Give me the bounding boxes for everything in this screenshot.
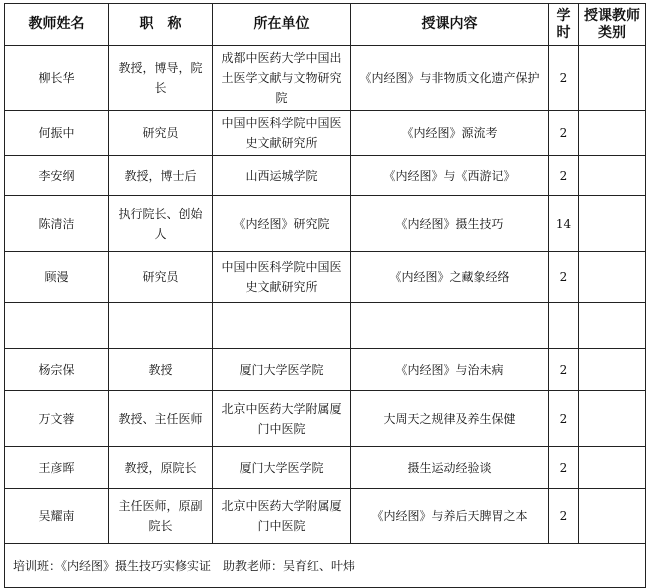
cell-content: 《内经图》之藏象经络: [351, 252, 549, 303]
cell-content: 《内经图》与养后天脾胃之本: [351, 489, 549, 544]
cell-unit: 成都中医药大学中国出土医学文献与文物研究院: [213, 46, 351, 111]
table-row: [5, 111, 646, 156]
cell-unit: 中国中医科学院中国医史文献研究所: [213, 252, 351, 303]
table-row: [5, 447, 646, 489]
cell-title: 教授: [109, 349, 213, 391]
cell-content: [351, 303, 549, 349]
cell-hours: 2: [549, 349, 579, 391]
cell-name: 何振中: [5, 111, 109, 156]
cell-hours: 2: [549, 46, 579, 111]
cell-content: 大周天之规律及养生保健: [351, 391, 549, 447]
cell-unit: 中国中医科学院中国医史文献研究所: [213, 111, 351, 156]
table-row: [5, 391, 646, 447]
table-body: [5, 46, 646, 544]
table-row: [5, 46, 646, 111]
cell-unit: 厦门大学医学院: [213, 349, 351, 391]
cell-title: 教授，博导，院长: [109, 46, 213, 111]
course-schedule-table: [4, 3, 646, 588]
cell-hours: 14: [549, 196, 579, 252]
table-row: [5, 489, 646, 544]
cell-content: 《内经图》源流考: [351, 111, 549, 156]
cell-category: [579, 46, 646, 111]
header-name: 教师姓名: [5, 4, 109, 46]
cell-unit: 山西运城学院: [213, 156, 351, 196]
footer-row: [5, 544, 646, 588]
cell-hours: 2: [549, 252, 579, 303]
cell-hours: [549, 303, 579, 349]
cell-unit: [213, 303, 351, 349]
cell-hours: 2: [549, 489, 579, 544]
cell-title: 教授，原院长: [109, 447, 213, 489]
header-content: 授课内容: [351, 4, 549, 46]
cell-name: [5, 303, 109, 349]
cell-hours: 2: [549, 111, 579, 156]
cell-unit: 北京中医药大学附属厦门中医院: [213, 489, 351, 544]
header-hours: 学时: [549, 4, 579, 46]
cell-category: [579, 489, 646, 544]
cell-name: 柳长华: [5, 46, 109, 111]
cell-name: 万文蓉: [5, 391, 109, 447]
cell-name: 李安纲: [5, 156, 109, 196]
cell-category: [579, 391, 646, 447]
cell-title: 研究员: [109, 252, 213, 303]
table-row: [5, 349, 646, 391]
table-row: [5, 156, 646, 196]
table-row: [5, 303, 646, 349]
cell-name: 吴耀南: [5, 489, 109, 544]
cell-title: 主任医师，原副院长: [109, 489, 213, 544]
cell-category: [579, 349, 646, 391]
training-footer: 培训班：《内经图》摄生技巧实修实证 助教老师：吴育红、叶炜: [5, 544, 646, 588]
cell-name: 王彦晖: [5, 447, 109, 489]
cell-name: 杨宗保: [5, 349, 109, 391]
header-category: 授课教师类别: [579, 4, 646, 46]
cell-content: 《内经图》摄生技巧: [351, 196, 549, 252]
cell-unit: 《内经图》研究院: [213, 196, 351, 252]
cell-name: 陈清洁: [5, 196, 109, 252]
cell-category: [579, 111, 646, 156]
cell-title: 执行院长、创始人: [109, 196, 213, 252]
header-row: [5, 4, 646, 46]
cell-hours: 2: [549, 391, 579, 447]
table-row: [5, 196, 646, 252]
cell-hours: 2: [549, 156, 579, 196]
cell-category: [579, 156, 646, 196]
cell-category: [579, 196, 646, 252]
cell-title: 教授、主任医师: [109, 391, 213, 447]
cell-title: [109, 303, 213, 349]
cell-category: [579, 252, 646, 303]
cell-name: 顾漫: [5, 252, 109, 303]
table-row: [5, 252, 646, 303]
cell-content: 《内经图》与治未病: [351, 349, 549, 391]
cell-title: 研究员: [109, 111, 213, 156]
cell-content: 《内经图》与非物质文化遗产保护: [351, 46, 549, 111]
cell-title: 教授，博士后: [109, 156, 213, 196]
cell-content: 《内经图》与《西游记》: [351, 156, 549, 196]
cell-category: [579, 303, 646, 349]
header-unit: 所在单位: [213, 4, 351, 46]
header-title: 职 称: [109, 4, 213, 46]
cell-hours: 2: [549, 447, 579, 489]
cell-unit: 北京中医药大学附属厦门中医院: [213, 391, 351, 447]
cell-content: 摄生运动经验谈: [351, 447, 549, 489]
cell-category: [579, 447, 646, 489]
cell-unit: 厦门大学医学院: [213, 447, 351, 489]
